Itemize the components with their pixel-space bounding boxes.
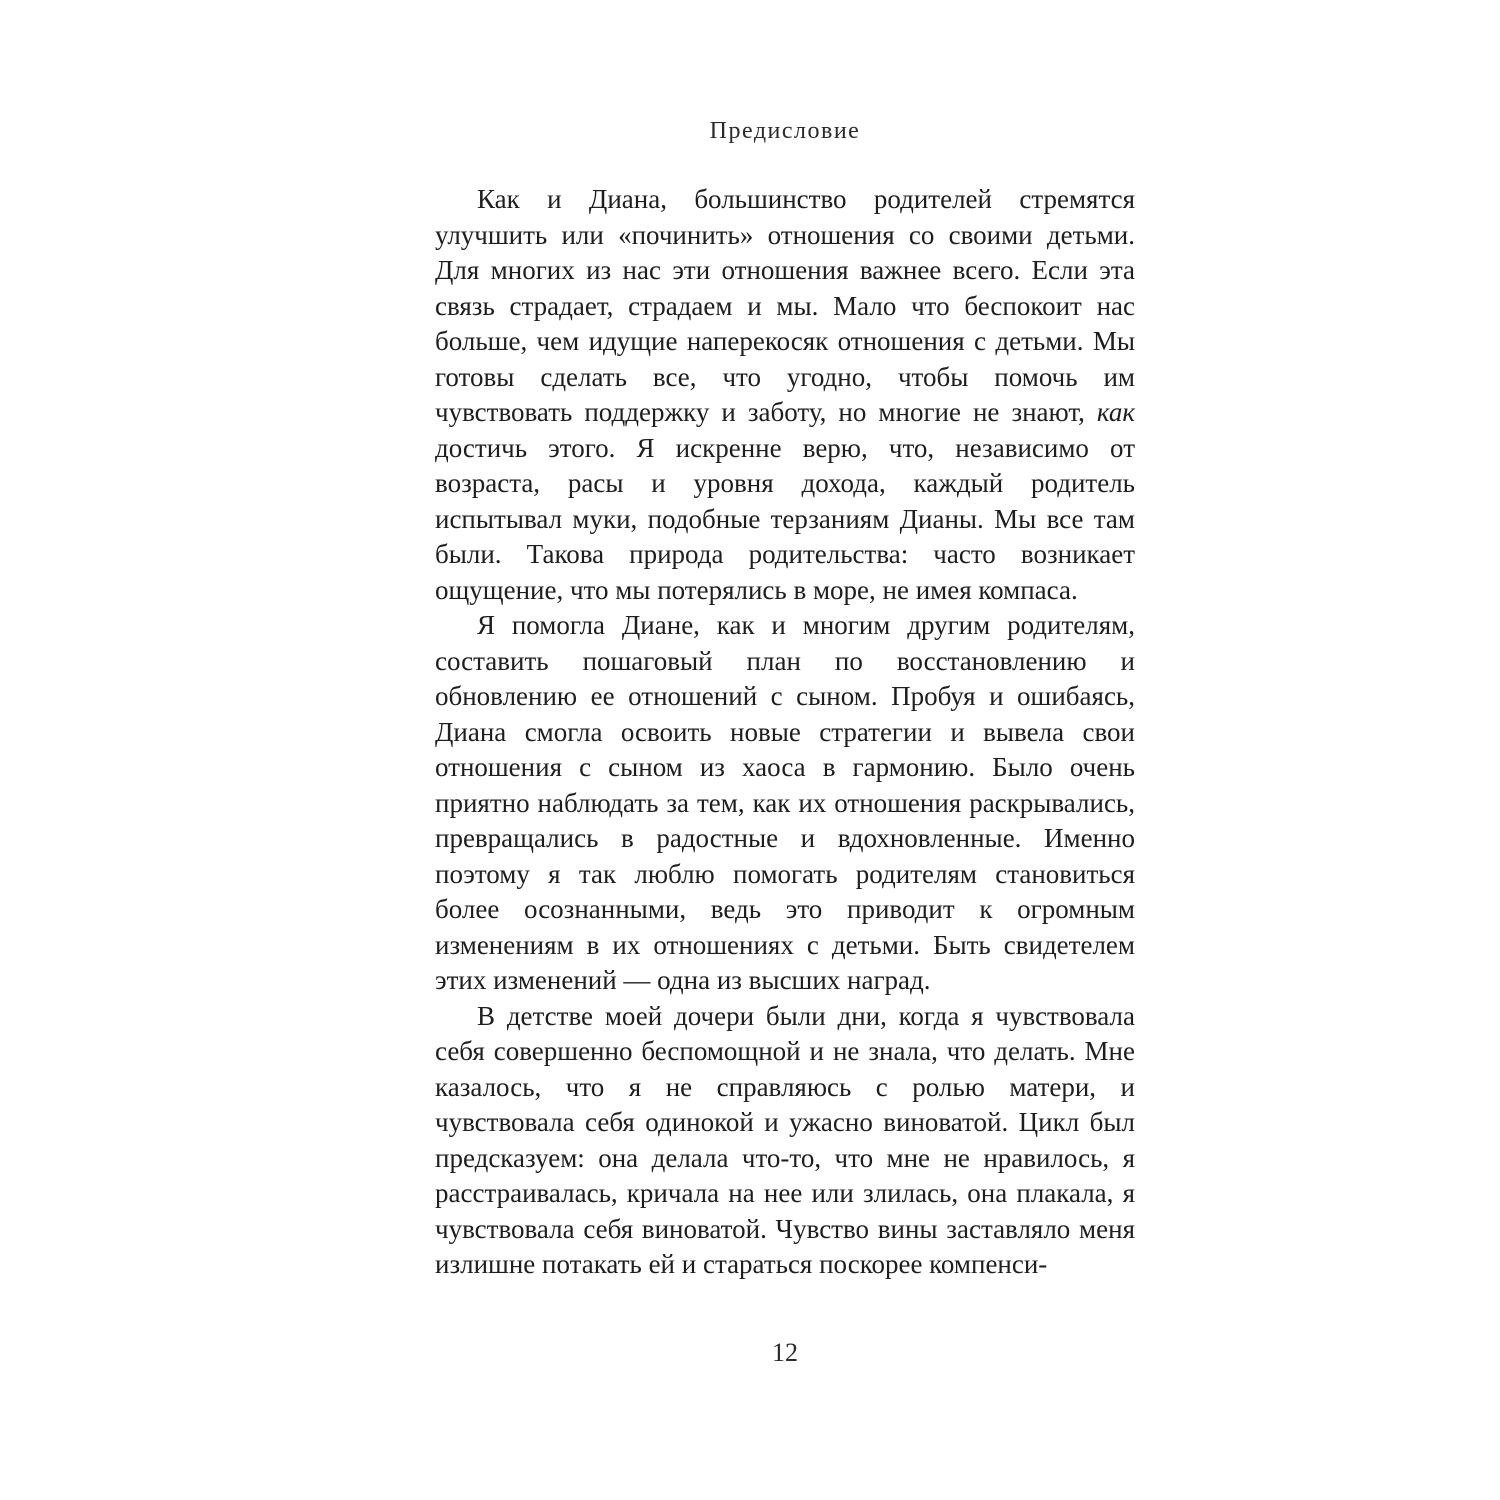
text-run: достичь этого. Я искренне верю, что, независимо от возраста, расы и уровня дохода, каждый родитель испытывал муки, подобные терзаниям Дианы. Мы все там были. Такова природа родительства: часто возникает ощущение, что мы потерялись в море, не имея компаса. bbox=[435, 432, 1135, 605]
text-run: В детстве моей дочери были дни, когда я чувствовала себя совершенно беспомощной и не знала, что делать. Мне казалось, что я не справляюсь с ролью матери, и чувствовала себя одинокой и ужасно виноватой. Цикл был предсказуем: она делала что-то, что мне не нравилось, я расстраивалась, кричала на нее или злилась, она плакала, я чувствовала себя виноватой. Чувство вины заставляло меня излишне потакать ей и стараться поскорее компенси- bbox=[435, 1000, 1135, 1279]
paragraph bbox=[435, 182, 1135, 608]
text-block bbox=[435, 182, 1135, 1283]
paragraph bbox=[435, 999, 1135, 1283]
text-run: Как и Диана, большинство родителей стремятся улучшить или «починить» отношения со своими детьми. Для многих из нас эти отношения важнее всего. Если эта связь страдает, страдаем и мы. Мало что беспокоит нас больше, чем идущие наперекосяк отношения с детьми. Мы готовы сделать все, что угодно, чтобы помочь им чувствовать поддержку и заботу, но многие не знают, bbox=[435, 184, 1135, 427]
running-header: Предисловие bbox=[709, 118, 861, 144]
italic-text-run: как bbox=[1096, 397, 1135, 427]
text-run: Я помогла Диане, как и многим другим родителям, составить пошаговый план по восстановлению и обновлению ее отношений с сыном. Пробуя и ошибаясь, Диана смогла освоить новые стратегии и вывела свои отношения с сыном из хаоса в гармонию. Было очень приятно наблюдать за тем, как их отношения раскрывались, превращались в радостные и вдохновленные. Именно поэтому я так люблю помогать родителям становиться более осознанными, ведь это приводит к огромным изменениям в их отношениях с детьми. Быть свидетелем этих изменений — одна из высших наград. bbox=[435, 610, 1135, 995]
page-number: 12 bbox=[772, 1338, 798, 1367]
paragraph bbox=[435, 608, 1135, 999]
